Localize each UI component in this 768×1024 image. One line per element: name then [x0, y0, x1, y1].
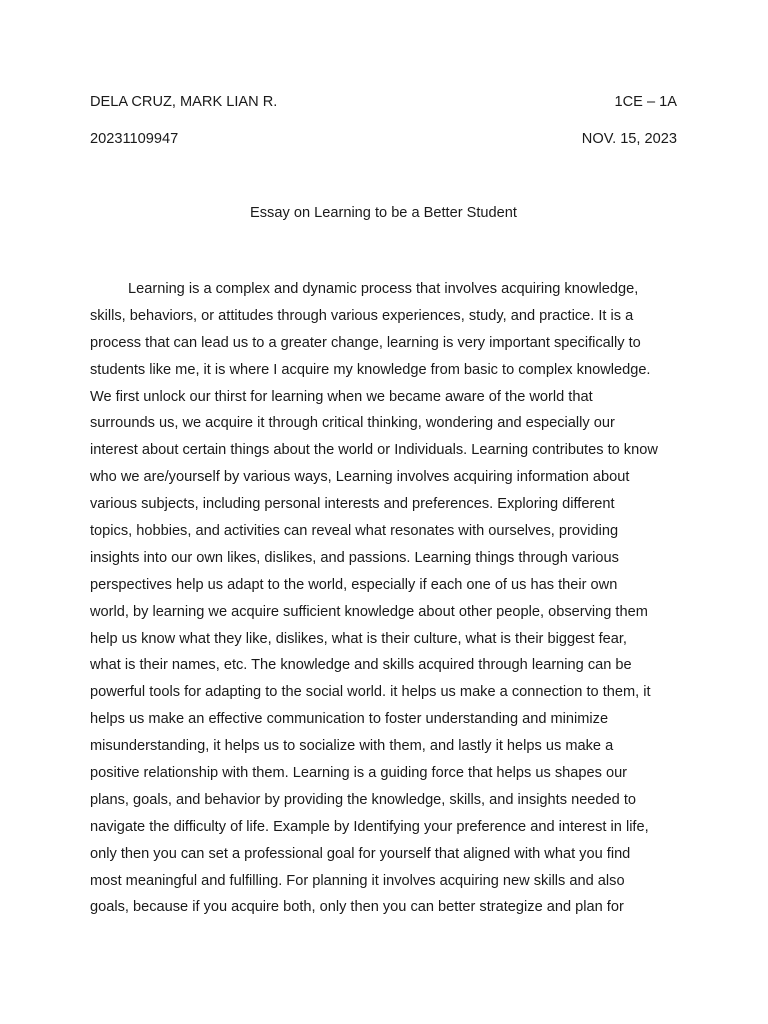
- body-line: world, by learning we acquire sufficient knowledge about other people, observing them: [90, 603, 648, 620]
- body-line: various subjects, including personal interests and preferences. Exploring different: [90, 496, 615, 513]
- body-line: process that can lead us to a greater change, learning is very important specifically to: [90, 334, 641, 351]
- body-line: skills, behaviors, or attitudes through various experiences, study, and practice. It is a: [90, 307, 634, 324]
- body-line: who we are/yourself by various ways, Learning involves acquiring information about: [90, 469, 630, 486]
- body-line: positive relationship with them. Learning is a guiding force that helps us shapes our: [90, 765, 628, 782]
- body-line: powerful tools for adapting to the social world. it helps us make a connection to them, it: [90, 684, 651, 701]
- body-line: goals, because if you acquire both, only then you can better strategize and plan for: [90, 899, 624, 916]
- student-name: DELA CRUZ, MARK LIAN R.: [90, 94, 278, 110]
- student-number: 20231109947: [90, 131, 179, 147]
- body-line: perspectives help us adapt to the world, especially if each one of us has their own: [90, 576, 618, 593]
- body-line: most meaningful and fulfilling. For planning it involves acquiring new skills and also: [90, 872, 625, 889]
- header-row-2: [90, 130, 677, 148]
- body-line: only then you can set a professional goal for yourself that aligned with what you find: [90, 845, 631, 862]
- body-line: students like me, it is where I acquire my knowledge from basic to complex knowledge.: [90, 361, 651, 378]
- body-line: misunderstanding, it helps us to socialize with them, and lastly it helps us make a: [90, 738, 614, 755]
- header-row-1: [90, 93, 677, 111]
- body-line: topics, hobbies, and activities can reveal what resonates with ourselves, providing: [90, 523, 619, 540]
- body-line: insights into our own likes, dislikes, and passions. Learning things through various: [90, 549, 619, 566]
- body-line: help us know what they like, dislikes, what is their culture, what is their biggest fear,: [90, 630, 627, 647]
- essay-date: NOV. 15, 2023: [581, 131, 677, 147]
- body-line: Learning is a complex and dynamic process that involves acquiring knowledge,: [128, 281, 639, 297]
- body-line: surrounds us, we acquire it through critical thinking, wondering and especially our: [90, 415, 615, 432]
- body-line: We first unlock our thirst for learning when we became aware of the world that: [90, 388, 593, 405]
- body-line: helps us make an effective communication to foster understanding and minimize: [90, 711, 609, 728]
- body-line: interest about certain things about the world or Individuals. Learning contributes to know: [90, 442, 658, 459]
- body-line: plans, goals, and behavior by providing the knowledge, skills, and insights needed to: [90, 791, 636, 808]
- body-line: what is their names, etc. The knowledge and skills acquired through learning can be: [90, 657, 632, 674]
- class-section: 1CE – 1A: [614, 94, 677, 110]
- body-line: navigate the difficulty of life. Example by Identifying your preference and interest in life,: [90, 818, 649, 835]
- essay-title: Essay on Learning to be a Better Student: [250, 205, 517, 221]
- essay-body: [90, 276, 690, 921]
